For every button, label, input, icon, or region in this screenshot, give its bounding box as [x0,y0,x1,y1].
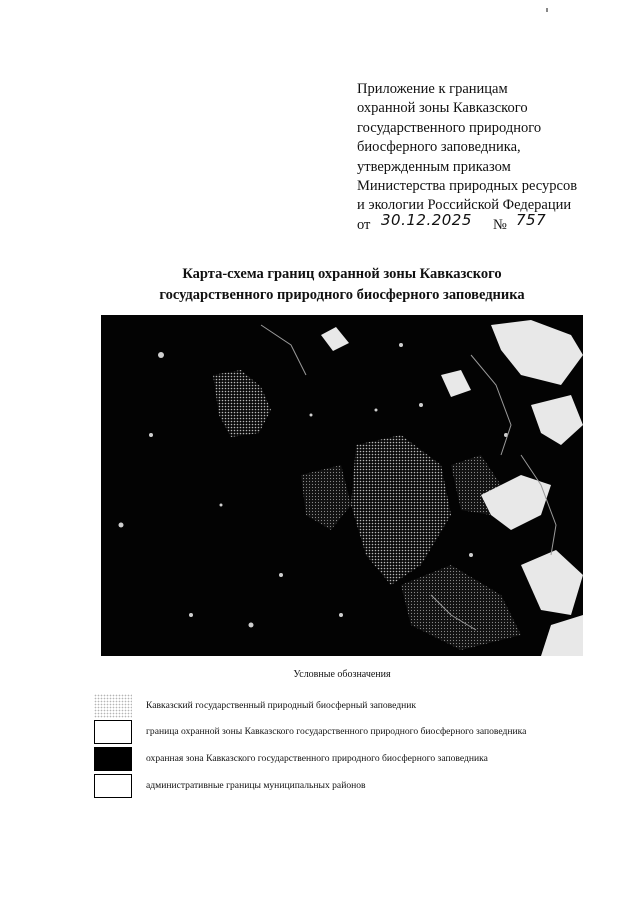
legend-label: охранная зона Кавказского государственного природного биосферного заповедника [146,753,488,764]
order-number-prefix: № [493,216,507,233]
legend-label: граница охранной зоны Кавказского государственного природного биосферного заповедника [146,726,527,737]
title-line: государственного природного биосферного заповедника [159,287,525,303]
appendix-line: и экологии Российской Федерации [357,197,572,214]
appendix-line: Приложение к границам [357,81,508,97]
appendix-line: Министерства природных ресурсов [357,178,578,195]
title-line: Карта-схема границ охранной зоны Кавказского [182,266,502,282]
legend-swatch-outline [94,720,132,744]
appendix-line: биосферного заповедника, [357,139,521,156]
order-number: 757 [516,210,547,229]
legend-label: административные границы муниципальных районов [146,780,366,791]
map-image [101,315,583,656]
appendix-line: утвержденным приказом [357,158,511,175]
scan-speck [546,8,548,12]
legend-swatch-filled [94,747,132,771]
document-title [100,264,584,306]
legend-item-protection-zone [94,747,594,773]
legend-item-admin-borders [94,774,594,800]
order-prefix: от [357,216,371,233]
legend-swatch-reserve [94,694,132,718]
order-date: 30.12.2025 [381,210,472,229]
appendix-line: охранной зоны Кавказского [357,100,528,117]
legend-label: Кавказский государственный природный биосферный заповедник [146,700,417,711]
order-line [357,210,627,236]
legend-title: Условные обозначения [293,669,391,680]
appendix-note [357,80,627,236]
legend-item-reserve [94,694,594,720]
legend-item-zone-boundary [94,720,594,746]
appendix-line: государственного природного [357,119,542,136]
map-relief [101,315,583,656]
legend-swatch-outline [94,774,132,798]
